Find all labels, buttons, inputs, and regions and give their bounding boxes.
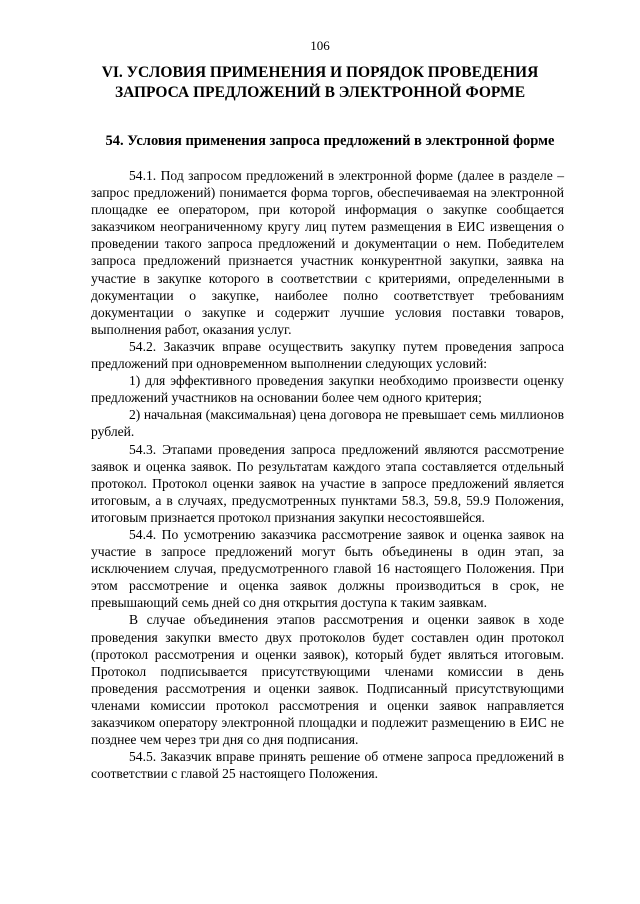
page-number: 106 <box>310 38 330 53</box>
body-text <box>91 167 564 782</box>
paragraph-combined-stages: В случае объединения этапов рассмотрения и оценки заявок в ходе проведения закупки вместо двух протоколов будет составлен один протокол (протокол рассмотрения и оценки заявок), который будет являться итоговым. Протокол подписывается присутствующими членами комиссии в день проведения рассмотрения и оценки заявок. Подписанный присутствующими членами комиссии протокол рассмотрения и оценки заявок направляется заказчиком оператору электронной площадки и подлежит размещению в ЕИС не позднее чем через три дня со дня подписания. <box>91 612 564 748</box>
section-title: 54. Условия применения запроса предложений в электронной форме <box>105 133 555 149</box>
paragraph-54-5: 54.5. Заказчик вправе принять решение об отмене запроса предложений в соответствии с главой 25 настоящего Положения. <box>91 749 564 782</box>
paragraph-54-2: 54.2. Заказчик вправе осуществить закупку путем проведения запроса предложений при одновременном выполнении следующих условий: <box>91 338 564 372</box>
paragraph-condition-1: 1) для эффективного проведения закупки необходимо произвести оценку предложений участников на основании более чем одного критерия; <box>91 373 564 406</box>
paragraph-54-4: 54.4. По усмотрению заказчика рассмотрение заявок и оценка заявок на участие в запросе предложений могут быть объединены в один этап, за исключением случая, предусмотренного главой 16 настоящего Положения. При этом рассмотрение и оценка заявок должны производиться в срок, не превышающий семь дней со дня открытия доступа к таким заявкам. <box>91 526 564 611</box>
chapter-title: VI. УСЛОВИЯ ПРИМЕНЕНИЯ И ПОРЯДОК ПРОВЕДЕНИЯ ЗАПРОСА ПРЕДЛОЖЕНИЙ В ЭЛЕКТРОННОЙ ФОРМЕ <box>101 64 539 101</box>
paragraph-54-3: 54.3. Этапами проведения запроса предложений являются рассмотрение заявок и оценка заявок. По результатам каждого этапа составляется отдельный протокол. Протокол оценки заявок на участие в запросе предложений является итоговым, а в случаях, предусмотренных пунктами 58.3, 59.8, 59.9 Положения, итоговым признается протокол признания закупки несостоявшейся. <box>91 441 564 525</box>
paragraph-condition-2: 2) начальная (максимальная) цена договора не превышает семь миллионов рублей. <box>91 407 564 440</box>
paragraph-54-1: 54.1. Под запросом предложений в электронной форме (далее в разделе – запрос предложений) понимается форма торгов, обеспечиваемая на электронной площадке ее оператором, при которой информация о закупке сообщается заказчиком неограниченному кругу лиц путем размещения в ЕИС извещения о проведении такого запроса предложений и документации о нем. Победителем запроса предложений признается участник конкурентной закупки, заявка на участие в закупке которого в соответствии с критериями, определенными в документации о закупке, наиболее полно соответствует требованиям документации о закупке и содержит лучшие условия поставки товаров, выполнения работ, оказания услуг. <box>91 168 564 337</box>
